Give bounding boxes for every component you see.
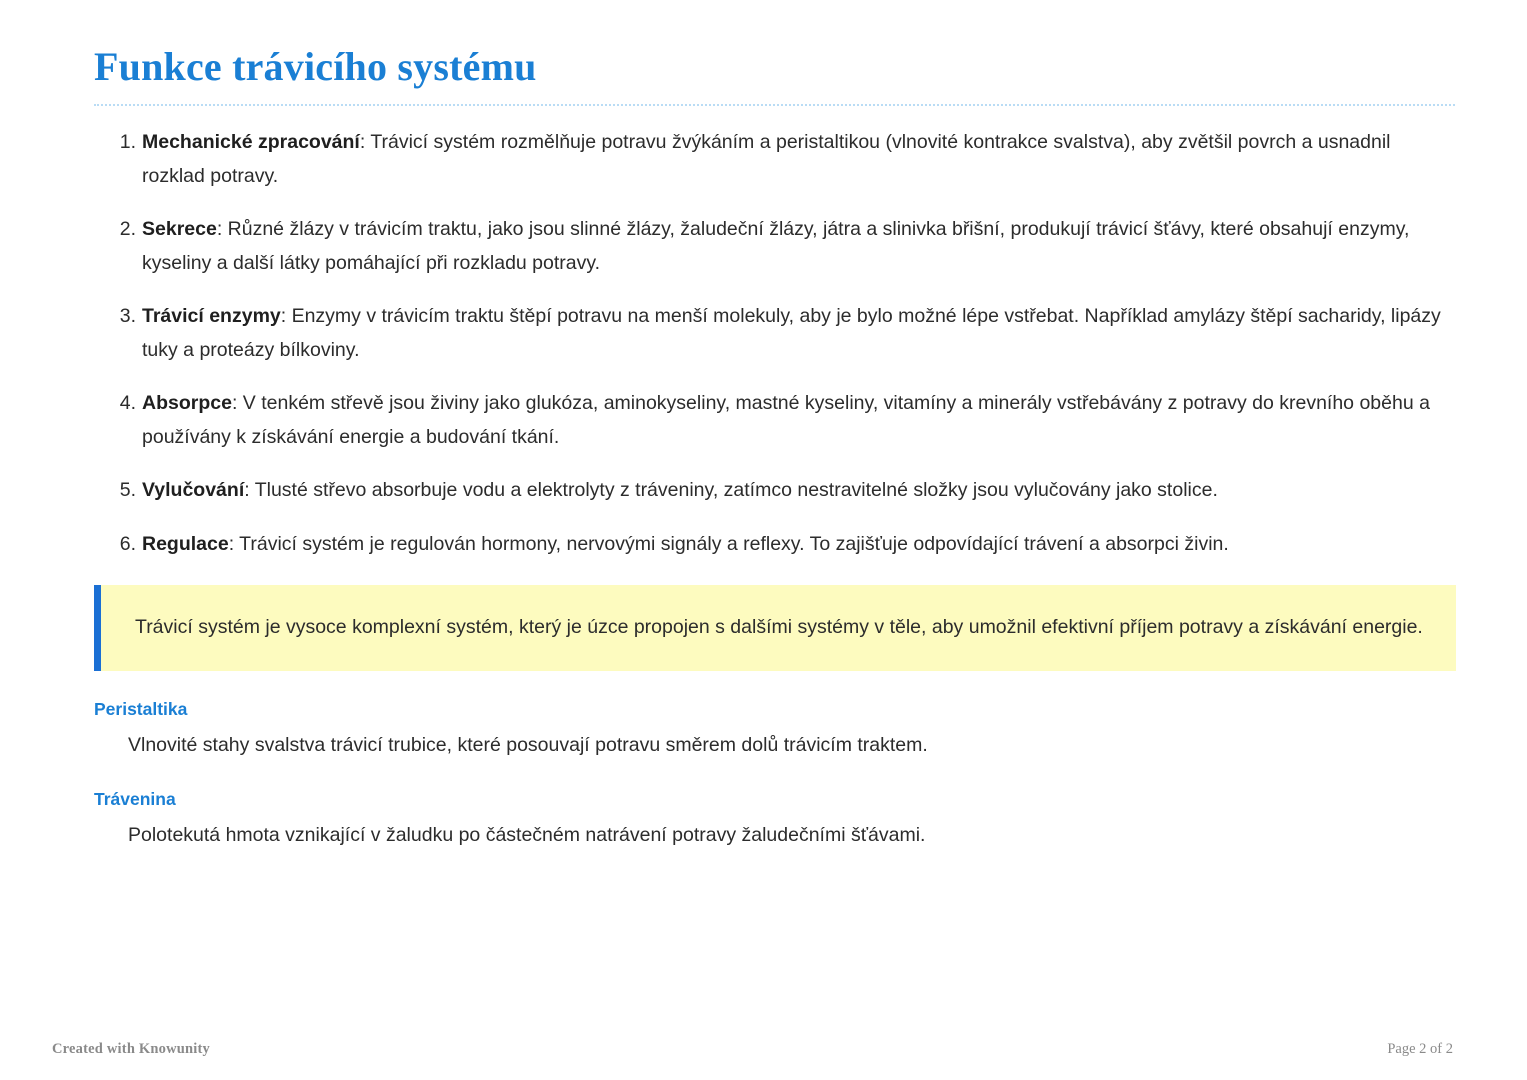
list-item-term: Regulace <box>142 532 229 555</box>
list-item-text: : Trávicí systém je regulován hormony, nervovými signály a reflexy. To zajišťuje odpovídající trávení a absorpci živin. <box>228 532 1229 555</box>
list-item-term: Vylučování <box>142 479 245 502</box>
list-item-text: : Enzymy v trávicím traktu štěpí potravu na menší molekuly, aby je bylo možné lépe vstřebat. Například amylázy štěpí sacharidy, lipázy tuky a proteázy bílkoviny. <box>142 305 1441 361</box>
list-item-term: Mechanické zpracování <box>142 131 360 153</box>
list-item-number: 4. <box>119 392 136 415</box>
section-body: Vlnovité stahy svalstva trávicí trubice, které posouvají potravu směrem dolů trávicím traktem. <box>128 733 928 756</box>
list-item-number: 1. <box>119 131 136 153</box>
list-item <box>119 300 1455 367</box>
page-footer <box>0 1041 1527 1058</box>
list-item-term: Trávicí enzymy <box>142 305 281 328</box>
list-item-number: 6. <box>119 532 136 555</box>
numbered-list <box>94 126 1455 561</box>
section-travenina <box>94 789 1455 851</box>
list-item-text: : V tenkém střevě jsou živiny jako glukóza, aminokyseliny, mastné kyseliny, vitamíny a minerály vstřebávány z potravy do krevního oběhu a používány k získávání energie a budování tkání. <box>142 392 1430 448</box>
footer-page-number: Page 2 of 2 <box>1387 1041 1453 1057</box>
list-item-term: Absorpce <box>142 392 232 415</box>
list-item-number: 5. <box>119 479 136 502</box>
list-item <box>119 387 1455 454</box>
page-title: Funkce trávicího systému <box>94 44 537 89</box>
list-item <box>119 528 1455 562</box>
list-item-number: 2. <box>119 218 136 241</box>
list-item <box>119 213 1455 280</box>
highlight-callout <box>94 585 1456 671</box>
list-item-text: : Trávicí systém rozmělňuje potravu žvýkáním a peristaltikou (vlnovité kontrakce svalstva), aby zvětšil povrch a usnadnil rozklad potravy. <box>142 131 1391 187</box>
section-peristaltika <box>94 699 1455 761</box>
list-item-term: Sekrece <box>142 218 217 241</box>
list-item <box>119 126 1455 193</box>
title-divider <box>94 104 1455 106</box>
footer-brand: Created with Knowunity <box>52 1041 211 1057</box>
list-item-number: 3. <box>119 305 136 328</box>
section-heading: Trávenina <box>94 789 176 810</box>
section-heading: Peristaltika <box>94 698 188 719</box>
list-item-text: : Tlusté střevo absorbuje vodu a elektrolyty z tráveniny, zatímco nestravitelné složky jsou vylučovány jako stolice. <box>244 479 1218 502</box>
list-item-text: : Různé žlázy v trávicím traktu, jako jsou slinné žlázy, žaludeční žlázy, játra a slinivka břišní, produkují trávicí šťávy, které obsahují enzymy, kyseliny a další látky pomáhající při rozkladu potravy. <box>142 218 1410 274</box>
list-item <box>119 474 1455 508</box>
callout-text: Trávicí systém je vysoce komplexní systém, který je úzce propojen s dalšími systémy v těle, aby umožnil efektivní příjem potravy a získávání energie. <box>135 616 1423 639</box>
section-body: Polotekutá hmota vznikající v žaludku po částečném natrávení potravy žaludečními šťávami. <box>128 824 926 847</box>
